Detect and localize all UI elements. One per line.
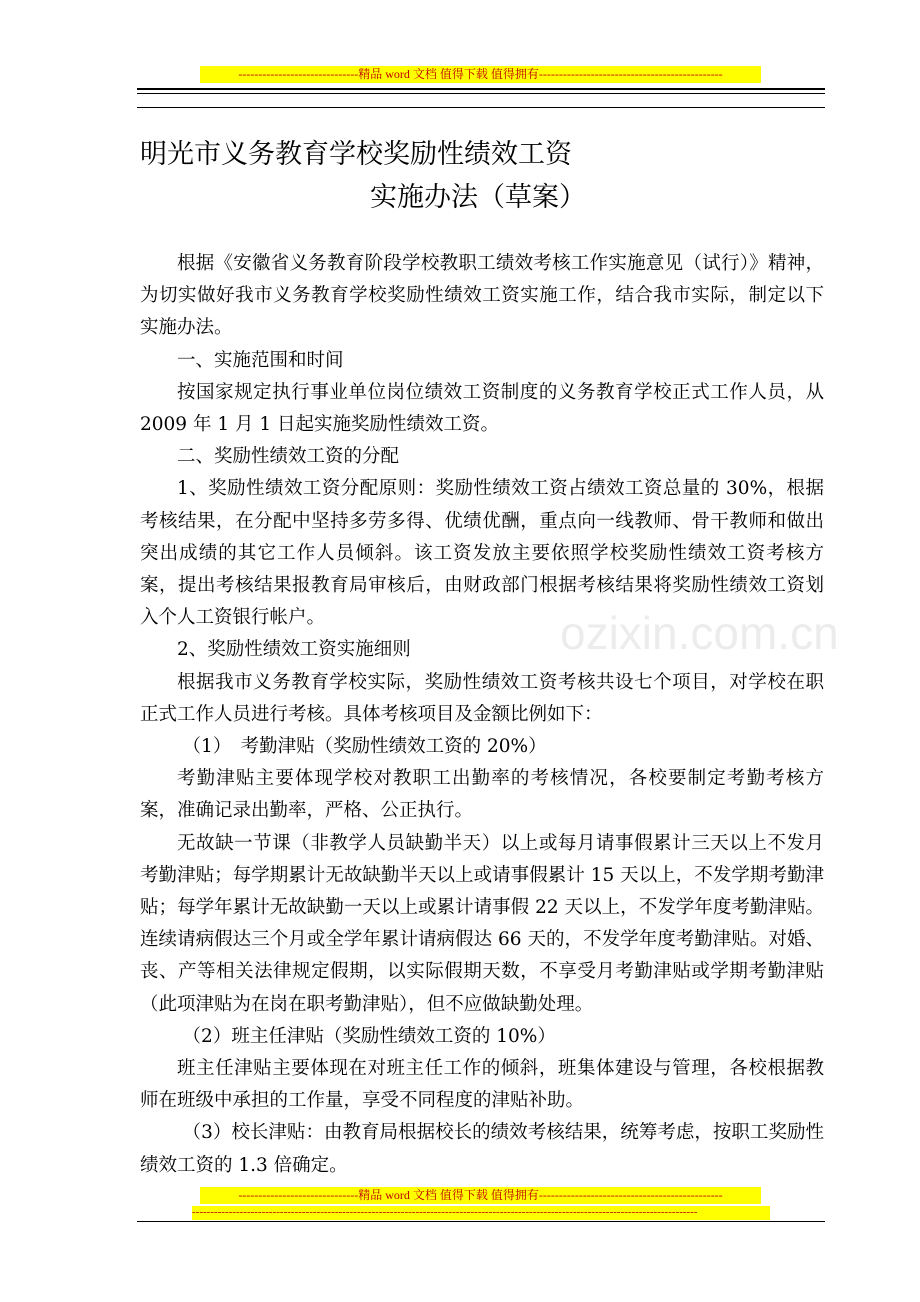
document-title-line2: 实施办法（草案） xyxy=(370,182,586,213)
distribution-principle-paragraph: 1、奖励性绩效工资分配原则：奖励性绩效工资占绩效工资总量的 30%，根据考核结果，在分配中坚持多劳多得、优绩优酬，重点向一线教师、骨干教师和做出突出成绩的其它工作人员倾斜。该工资发放主要依照学校奖励性绩效工资考核方案，提出考核结果报教育局审核后，由财政部门根据考核结果将奖励性绩效工资划入个人工资银行帐户。 xyxy=(140,478,824,629)
scope-paragraph: 按国家规定执行事业单位岗位绩效工资制度的义务教育学校正式工作人员，从 2009 年 1 月 1 日起实施奖励性绩效工资。 xyxy=(140,381,824,436)
document-title-line1: 明光市义务教育学校奖励性绩效工资 xyxy=(140,139,572,170)
header-banner: ------------------------------精品 word 文档 值得下载 值得拥有---------------------------------------------- xyxy=(200,66,761,83)
details-intro-paragraph: 根据我市义务教育学校实际，奖励性绩效工资考核共设七个项目，对学校在职正式工作人员进行考核。具体考核项目及金额比例如下： xyxy=(140,671,824,725)
section-heading-distribution: 二、奖励性绩效工资的分配 xyxy=(177,446,400,468)
class-teacher-paragraph: 班主任津贴主要体现在对班主任工作的倾斜，班集体建设与管理，各校根据教师在班级中承担的工作量，享受不同程度的津贴补助。 xyxy=(140,1058,824,1112)
footer-banner: ------------------------------精品 word 文档 值得下载 值得拥有---------------------------------------------- xyxy=(200,1187,761,1204)
attendance-paragraph: 考勤津贴主要体现学校对教职工出勤率的考核情况，各校要制定考勤考核方案，准确记录出勤率，严格、公正执行。 xyxy=(140,768,824,822)
principal-allowance-paragraph: （3）校长津贴：由教育局根据校长的绩效考核结果，统筹考虑，按职工奖励性绩效工资的 1.3 倍确定。 xyxy=(140,1122,824,1176)
item-heading-class-teacher: （2）班主任津贴（奖励性绩效工资的 10%） xyxy=(182,1025,556,1047)
header-rule-thick xyxy=(137,88,825,90)
document-body xyxy=(140,248,824,1182)
watermark-text: ozixin.com.cn xyxy=(560,607,839,659)
subsection-heading-details: 2、奖励性绩效工资实施细则 xyxy=(177,639,411,661)
intro-paragraph: 根据《安徽省义务教育阶段学校教职工绩效考核工作实施意见（试行）》精神，为切实做好我市义务教育学校奖励性绩效工资实施工作，结合我市实际，制定以下实施办法。 xyxy=(140,253,824,339)
attendance-rules-paragraph: 无故缺一节课（非教学人员缺勤半天）以上或每月请事假累计三天以上不发月考勤津贴；每学期累计无故缺勤半天以上或请事假累计 15 天以上，不发学期考勤津贴；每学年累计无故缺勤一天以上或累计请事假 22 天以上，不发学年度考勤津贴。连续请病假达三个月或全学年累计请病假达 66 天的，不发学年度考勤津贴。对婚、丧、产等相关法律规定假期，以实际假期天数，不享受月考勤津贴或学期考勤津贴（此项津贴为在岗在职考勤津贴），但不应做缺勤处理。 xyxy=(140,832,824,1015)
footer-banner-dashes: ------------------------------------------------------------------------------------------------------------------------------------------ xyxy=(192,1206,770,1220)
section-heading-scope: 一、实施范围和时间 xyxy=(177,349,344,371)
header-rule-thin xyxy=(137,93,825,94)
header-rule-lower xyxy=(137,107,825,108)
footer-rule xyxy=(137,1221,825,1222)
item-heading-attendance: （1） 考勤津贴（奖励性绩效工资的 20%） xyxy=(182,736,547,758)
